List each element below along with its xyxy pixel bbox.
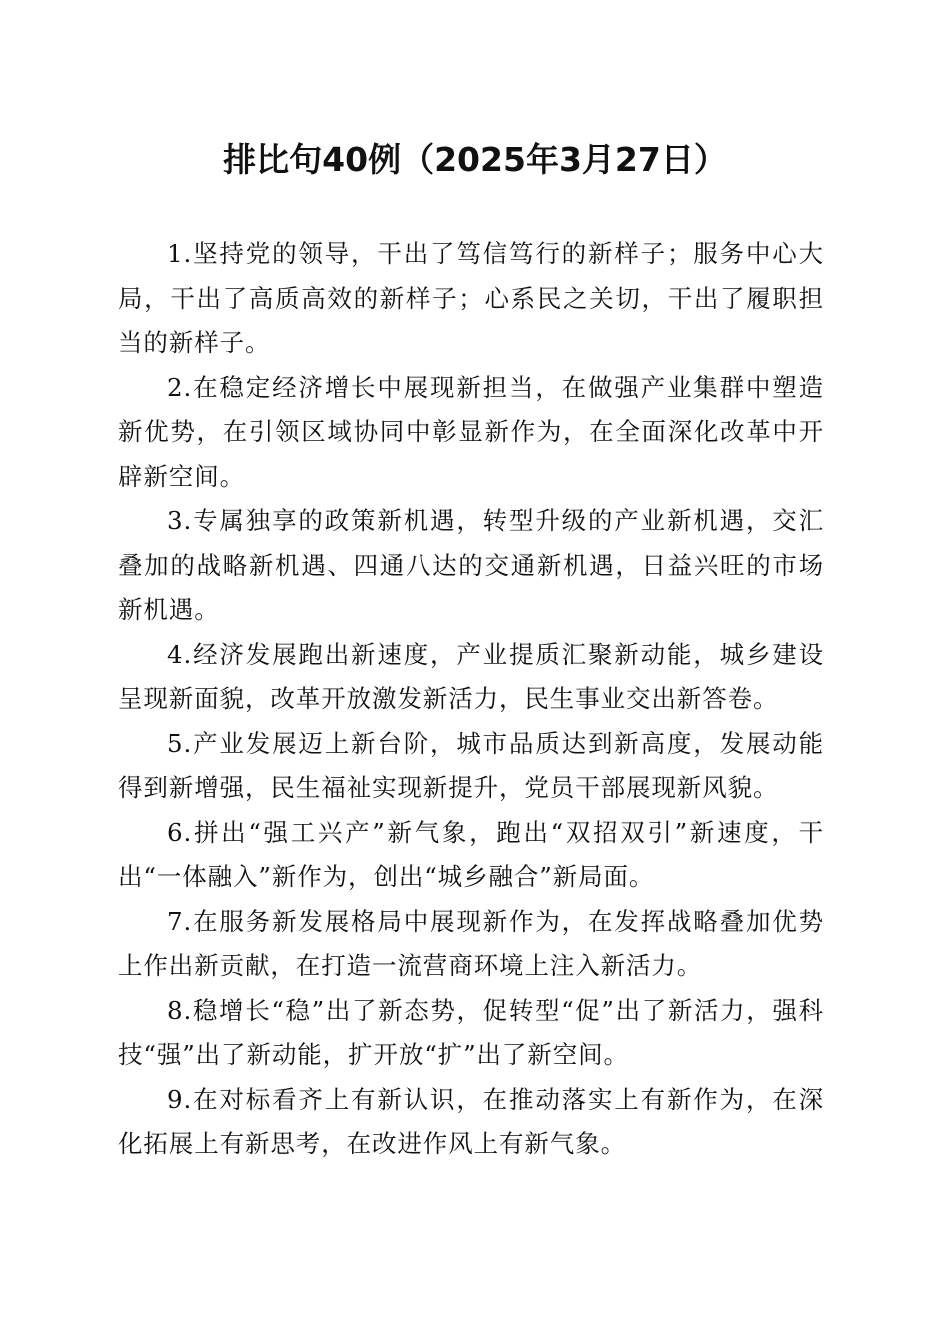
paragraph: 6.拼出“强工兴产”新气象，跑出“双招双引”新速度，干出“一体融入”新作为，创出“城乡融合”新局面。 <box>118 817 824 891</box>
paragraph: 4.经济发展跑出新速度，产业提质汇聚新动能，城乡建设呈现新面貌，改革开放激发新活力，民生事业交出新答卷。 <box>118 639 824 713</box>
paragraph: 9.在对标看齐上有新认识，在推动落实上有新作为，在深化拓展上有新思考，在改进作风上有新气象。 <box>118 1084 824 1158</box>
paragraph: 5.产业发展迈上新台阶，城市品质达到新高度，发展动能得到新增强，民生福祉实现新提升，党员干部展现新风貌。 <box>118 728 824 802</box>
paragraph: 3.专属独享的政策新机遇，转型升级的产业新机遇，交汇叠加的战略新机遇、四通八达的交通新机遇，日益兴旺的市场新机遇。 <box>118 506 824 624</box>
document-title: 排比句40例（2025年3月27日） <box>223 140 727 179</box>
document-body <box>118 232 824 1167</box>
paragraph: 8.稳增长“稳”出了新态势，促转型“促”出了新活力，强科技“强”出了新动能，扩开放“扩”出了新空间。 <box>118 995 824 1069</box>
paragraph: 1.坚持党的领导，干出了笃信笃行的新样子；服务中心大局，干出了高质高效的新样子；心系民之关切，干出了履职担当的新样子。 <box>118 239 824 357</box>
paragraph: 2.在稳定经济增长中展现新担当，在做强产业集群中塑造新优势，在引领区域协同中彰显新作为，在全面深化改革中开辟新空间。 <box>118 372 824 491</box>
paragraph: 7.在服务新发展格局中展现新作为，在发挥战略叠加优势上作出新贡献，在打造一流营商环境上注入新活力。 <box>118 906 824 980</box>
